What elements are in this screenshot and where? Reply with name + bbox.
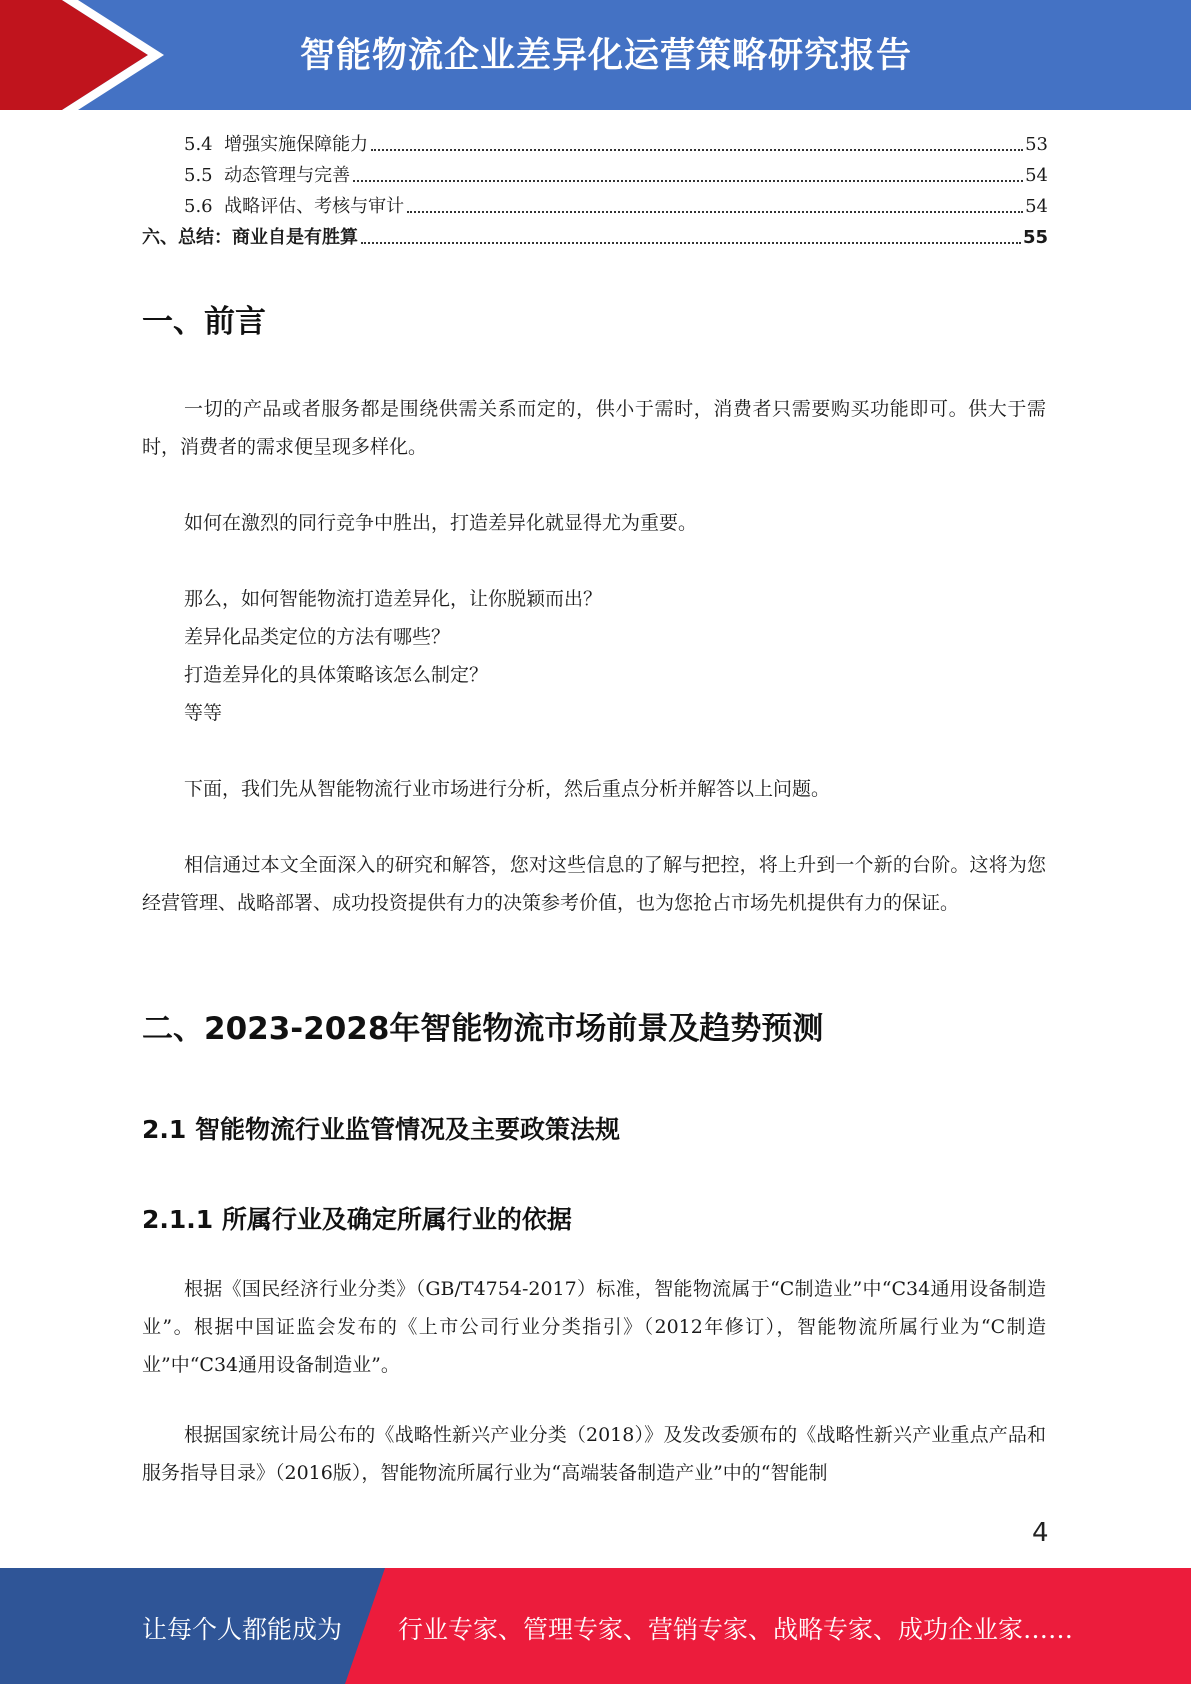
- section-heading-preface: 一、前言: [142, 304, 266, 340]
- page-number: 4: [1032, 1518, 1049, 1548]
- toc-leader-dots: [353, 180, 1023, 182]
- toc-item-label: 六、总结：商业自是有胜算: [142, 227, 358, 248]
- subsection-heading: 2.1.1 所属行业及确定所属行业的依据: [142, 1205, 572, 1234]
- section-heading-market: 二、2023-2028年智能物流市场前景及趋势预测: [142, 1011, 824, 1047]
- toc-leader-dots: [361, 242, 1021, 244]
- toc-item-page: 55: [1022, 227, 1048, 248]
- toc-item[interactable]: [142, 160, 1048, 191]
- toc-item-chapter[interactable]: [142, 222, 1048, 253]
- footer-banner: [0, 1568, 1191, 1684]
- footer-slogan-left: 让每个人都能成为: [142, 1615, 343, 1644]
- toc-leader-dots: [371, 149, 1023, 151]
- paragraph: 根据国家统计局公布的《战略性新兴产业分类（2018）》及发改委颁布的《战略性新兴产业重点产品和服务指导目录》（2016版），智能物流所属行业为“高端装备制造产业”中的“智能制: [142, 1424, 1046, 1484]
- paragraph: 相信通过本文全面深入的研究和解答，您对这些信息的了解与把控，将上升到一个新的台阶。这将为您经营管理、战略部署、成功投资提供有力的决策参考价值，也为您抢占市场先机提供有力的保证。: [142, 854, 1046, 914]
- paragraph: 如何在激烈的同行竞争中胜出，打造差异化就显得尤为重要。: [184, 512, 698, 534]
- question-line: 等等: [184, 702, 223, 724]
- toc-item-label: 增强实施保障能力: [224, 134, 369, 155]
- toc-item-page: 54: [1025, 165, 1048, 186]
- toc-item[interactable]: [142, 129, 1048, 160]
- paragraph: 根据《国民经济行业分类》（GB/T4754-2017）标准，智能物流属于“C制造业”中“C34通用设备制造业”。根据中国证监会发布的《上市公司行业分类指引》（2012年修订），智能物流所属行业为“C制造业”中“C34通用设备制造业”。: [142, 1278, 1046, 1376]
- report-title: 智能物流企业差异化运营策略研究报告: [300, 36, 913, 76]
- question-line: 打造差异化的具体策略该怎么制定？: [184, 664, 489, 686]
- header-banner: [0, 0, 1191, 110]
- toc-leader-dots: [407, 211, 1023, 213]
- toc-item-label: 战略评估、考核与审计: [224, 196, 405, 217]
- toc-item-number: 5.6: [184, 196, 213, 217]
- toc-item-label: 动态管理与完善: [224, 165, 351, 186]
- subsection-heading: 2.1 智能物流行业监管情况及主要政策法规: [142, 1115, 620, 1144]
- toc-item-number: 5.5: [184, 165, 213, 186]
- toc-item-page: 53: [1025, 134, 1048, 155]
- table-of-contents: [142, 129, 1048, 253]
- paragraph: 一切的产品或者服务都是围绕供需关系而定的，供小于需时，消费者只需要购买功能即可。供大于需时，消费者的需求便呈现多样化。: [142, 398, 1046, 458]
- question-line: 差异化品类定位的方法有哪些？: [184, 626, 451, 648]
- question-line: 那么，如何智能物流打造差异化，让你脱颖而出？: [184, 588, 603, 610]
- toc-item-page: 54: [1025, 196, 1048, 217]
- footer-slogan-right: 行业专家、管理专家、营销专家、战略专家、成功企业家……: [398, 1615, 1074, 1644]
- paragraph: 下面，我们先从智能物流行业市场进行分析，然后重点分析并解答以上问题。: [184, 778, 831, 800]
- toc-item[interactable]: [142, 191, 1048, 222]
- toc-item-number: 5.4: [184, 134, 213, 155]
